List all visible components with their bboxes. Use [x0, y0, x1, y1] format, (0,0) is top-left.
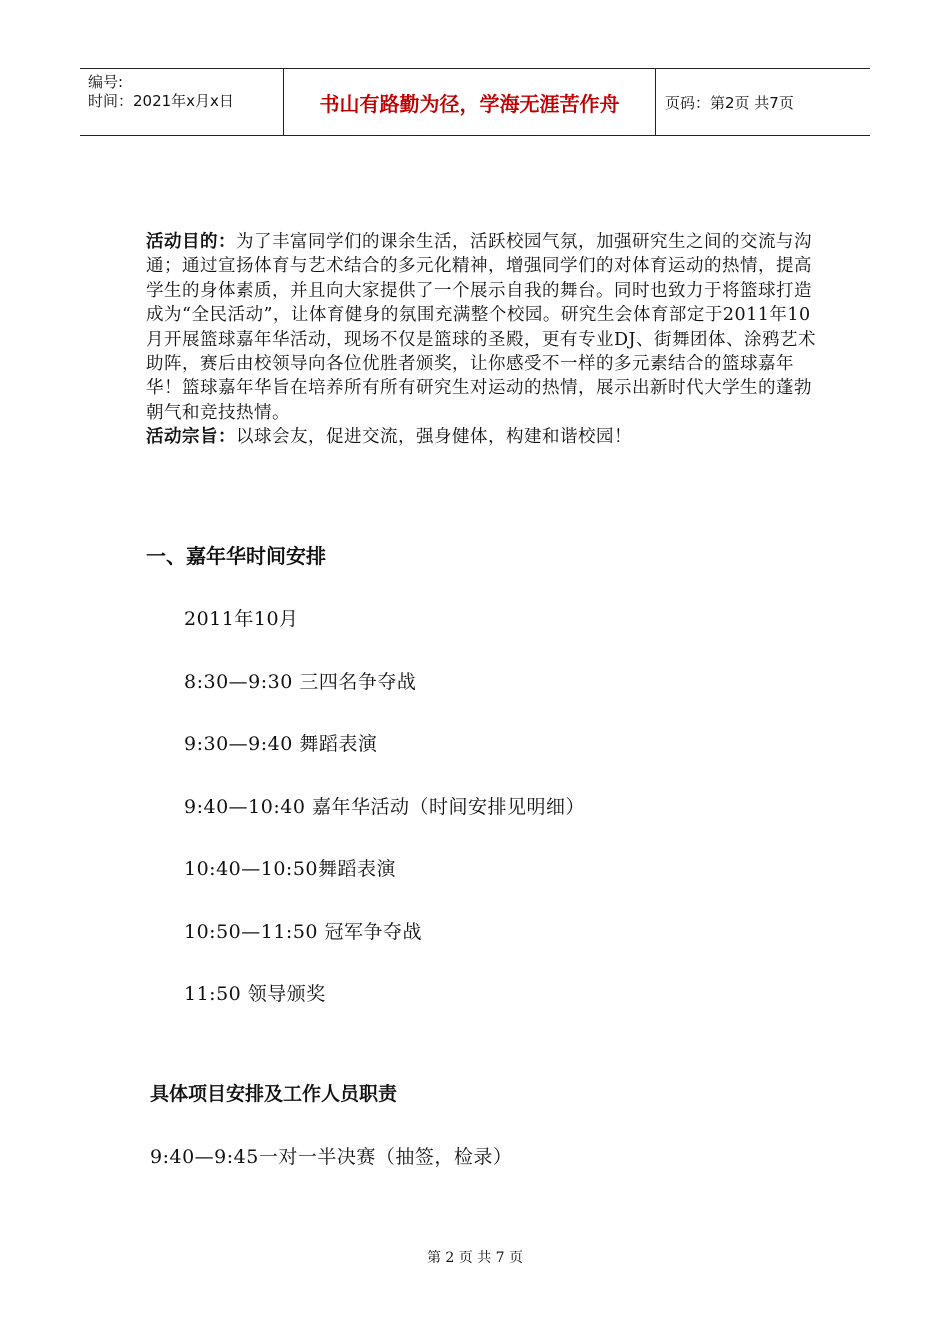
- aim-paragraph: [146, 425, 826, 449]
- document-date-label: 时间：2021年x月x日: [88, 92, 234, 110]
- aim-text: 以球会友，促进交流，强身健体，构建和谐校园！: [236, 427, 632, 448]
- document-number-label: 编号:: [88, 73, 124, 91]
- details-heading: 具体项目安排及工作人员职责: [150, 1083, 398, 1105]
- details-item: 9:40—9:45一对一半决赛（抽签，检录）: [150, 1146, 513, 1168]
- schedule-list: [184, 604, 585, 1042]
- schedule-item: 9:30—9:40 舞蹈表演: [184, 733, 378, 755]
- schedule-item: 2011年10月: [184, 608, 299, 630]
- header-motto: 书山有路勤为径，学海无涯苦作舟: [283, 69, 656, 135]
- page-header: [80, 68, 870, 136]
- schedule-heading: 一、嘉年华时间安排: [146, 544, 326, 568]
- purpose-label: 活动目的：: [146, 232, 236, 252]
- header-page-number: 页码：第2页 共7页: [665, 93, 794, 112]
- purpose-paragraph: [146, 230, 826, 425]
- header-meta: [80, 69, 283, 135]
- schedule-item: 10:40—10:50舞蹈表演: [184, 858, 397, 880]
- schedule-item: 8:30—9:30 三四名争夺战: [184, 670, 417, 693]
- aim-label: 活动宗旨：: [146, 427, 236, 448]
- schedule-item: 9:40—10:40 嘉年华活动（时间安排见明细）: [184, 795, 585, 818]
- intro-section: [146, 230, 826, 450]
- schedule-item: 10:50—11:50 冠军争夺战: [184, 920, 423, 943]
- purpose-text: 为了丰富同学们的课余生活，活跃校园气氛，加强研究生之间的交流与沟通；通过宣扬体育与艺术结合的多元化精神，增强同学们的对体育运动的热情，提高学生的身体素质，并且向大家提供了一个展示自我的舞台。同时也致力于将篮球打造成为“全民活动”，让体育健身的氛围充满整个校园。研究生会体育部定于2011年10月开展篮球嘉年华活动，现场不仅是篮球的圣殿，更有专业DJ、街舞团体、涂鸦艺术助阵，赛后由校领导向各位优胜者颁奖，让你感受不一样的多元素结合的篮球嘉年华！篮球嘉年华旨在培养所有所有研究生对运动的热情，展示出新时代大学生的蓬勃朝气和竞技热情。: [146, 232, 817, 423]
- schedule-item: 11:50 领导颁奖: [184, 983, 326, 1005]
- page-footer: 第 2 页 共 7 页: [426, 1250, 524, 1266]
